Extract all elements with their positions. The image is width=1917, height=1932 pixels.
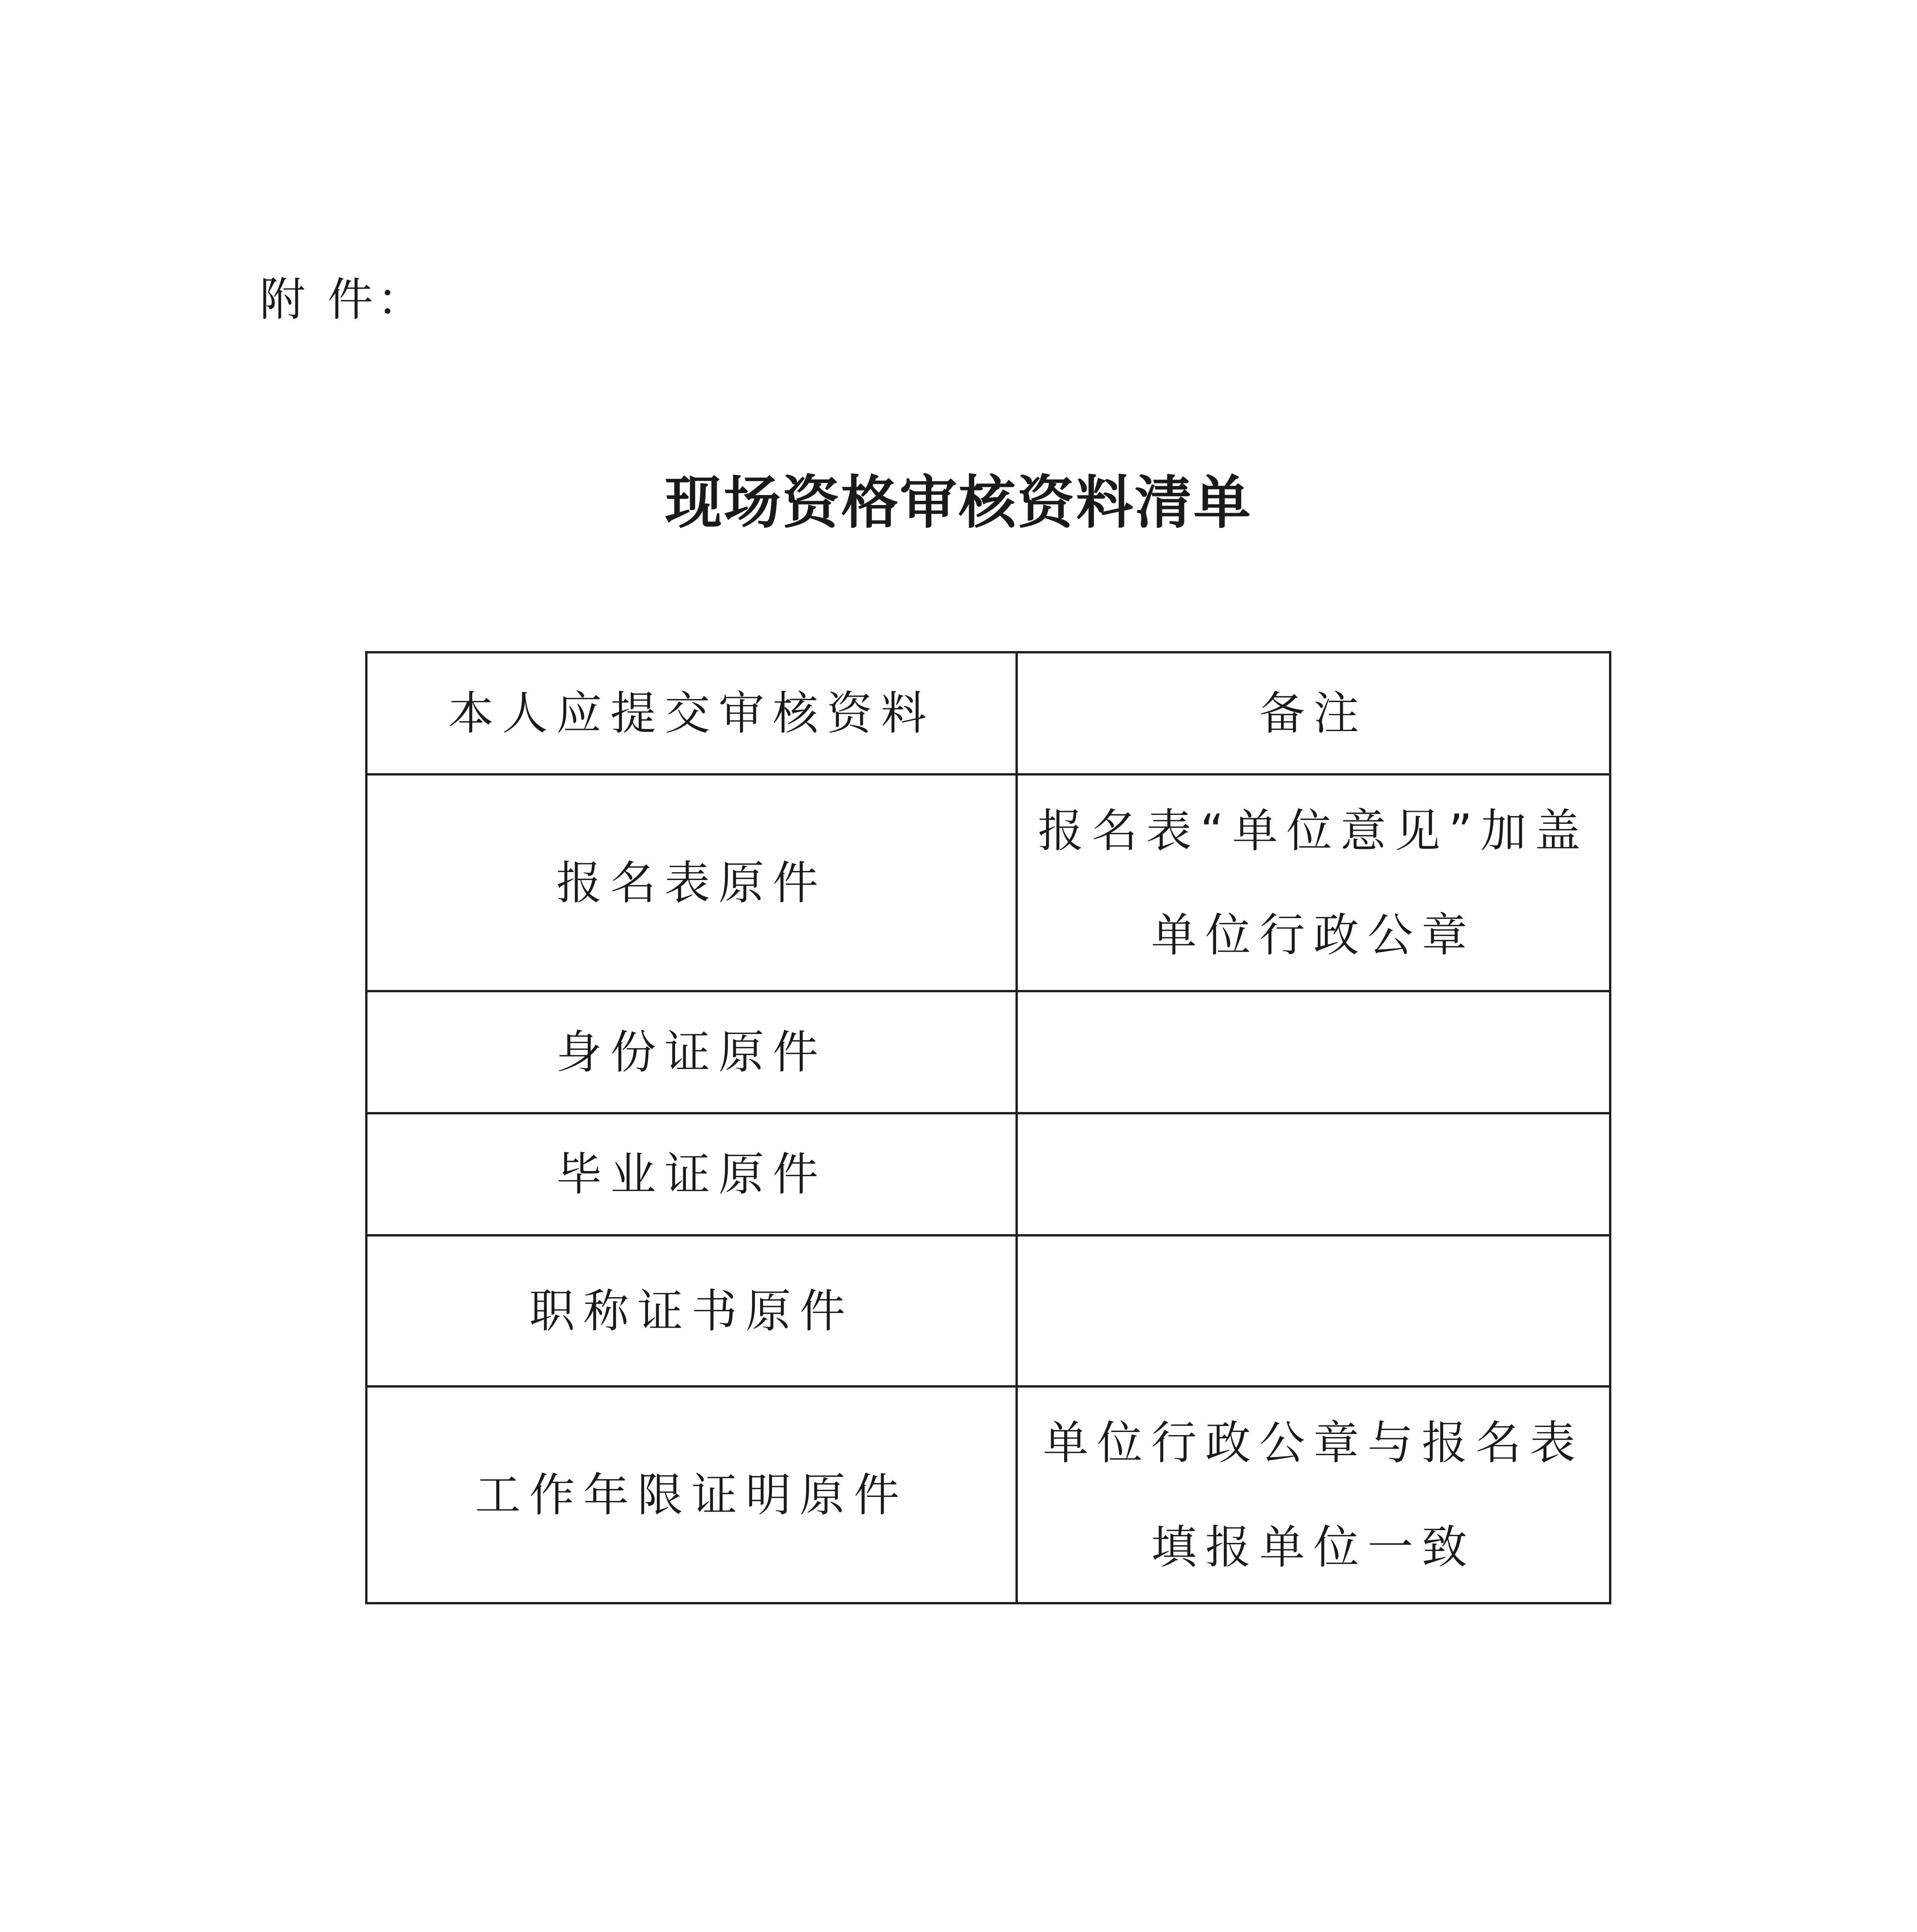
- note-line: 单位行政公章与报名表: [1043, 1416, 1584, 1469]
- note-cell: [1017, 1235, 1610, 1386]
- note-cell: [1017, 774, 1610, 991]
- note-line: 报名表“单位意见”加盖: [1038, 804, 1589, 857]
- table-row: [366, 1386, 1610, 1603]
- table-row: [366, 1113, 1610, 1235]
- material-cell: 身份证原件: [366, 991, 1017, 1113]
- table-row: [366, 1235, 1610, 1386]
- material-cell: 工作年限证明原件: [366, 1386, 1017, 1603]
- note-cell: [1017, 1386, 1610, 1603]
- material-cell: 职称证书原件: [366, 1235, 1017, 1386]
- materials-checklist-table: [365, 651, 1611, 1604]
- table-row: [366, 991, 1610, 1113]
- note-line: 填报单位一致: [1151, 1520, 1476, 1574]
- note-cell: [1017, 1113, 1610, 1235]
- material-cell: 报名表原件: [366, 774, 1017, 991]
- column-header-notes: 备注: [1017, 652, 1610, 774]
- document-title: 现场资格审核资料清单: [665, 469, 1252, 536]
- table-row: [366, 774, 1610, 991]
- column-header-materials: 本人应提交审核资料: [366, 652, 1017, 774]
- note-line: 单位行政公章: [1151, 908, 1476, 962]
- material-cell: 毕业证原件: [366, 1113, 1017, 1235]
- attachment-label: 附 件：: [260, 273, 427, 326]
- note-cell: [1017, 991, 1610, 1113]
- table-header-row: [366, 652, 1610, 774]
